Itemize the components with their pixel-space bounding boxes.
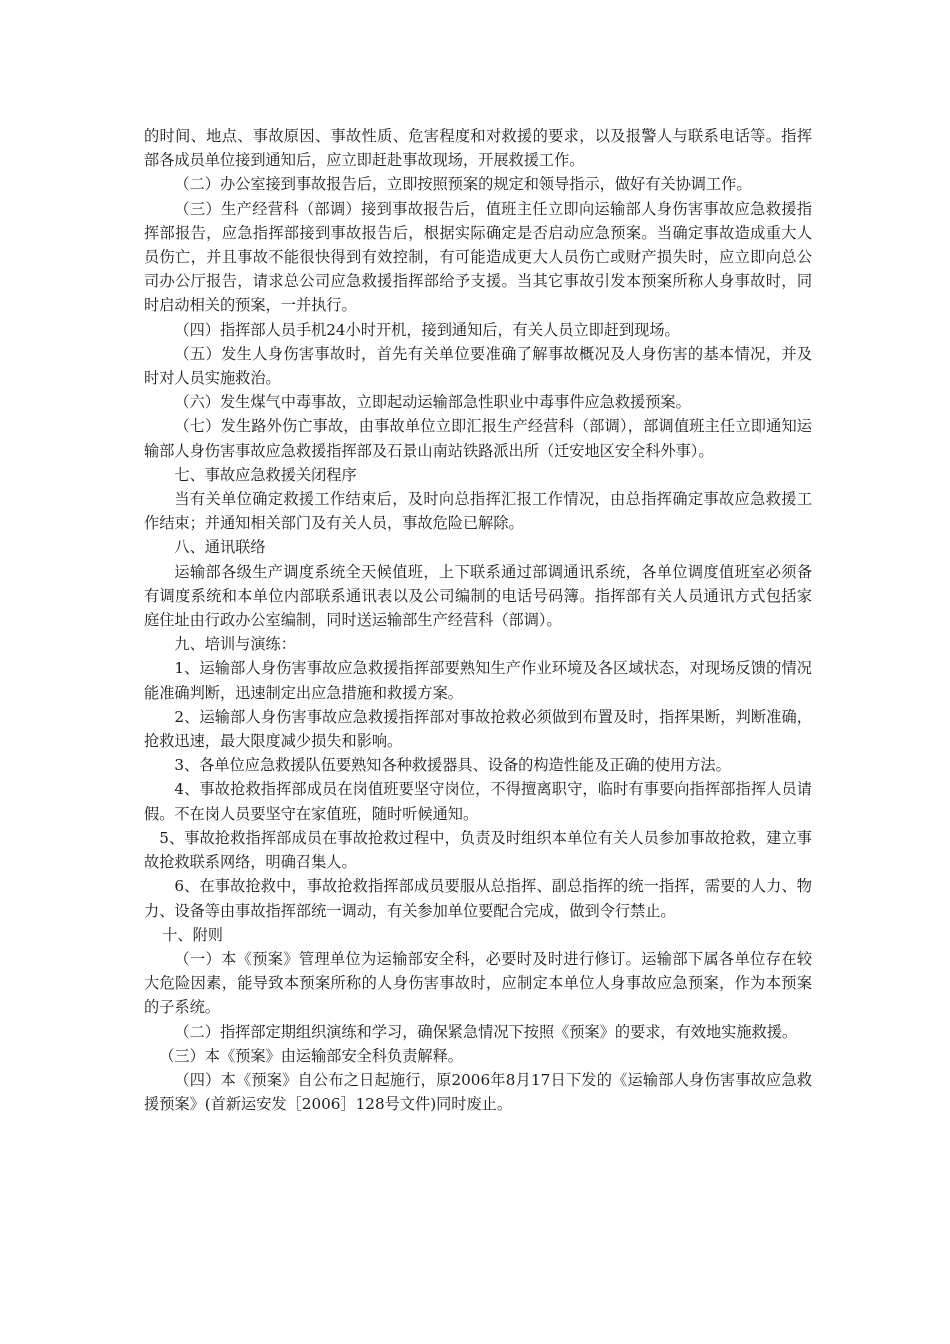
paragraph-7: （七）发生路外伤亡事故，由事故单位立即汇报生产经营科（部调），部调值班主任立即通知运输部人身伤害事故应急救援指挥部及石景山南站铁路派出所（迁安地区安全科外事）。	[144, 417, 812, 460]
paragraph-1: 的时间、地点、事故原因、事故性质、危害程度和对救援的要求，以及报警人与联系电话等。指挥部各成员单位接到通知后，应立即赶赴事故现场，开展救援工作。	[144, 127, 812, 170]
paragraph-20: （一）本《预案》管理单位为运输部安全科，必要时及时进行修订。运输部下属各单位存在较大危险因素，能导致本预案所称的人身伤害事故时，应制定本单位人身事故应急预案，作为本预案的子系统。	[144, 949, 812, 1017]
paragraph-23: （四）本《预案》自公布之日起施行，原2006年8月17日下发的《运输部人身伤害事故应急救援预案》(首新运安发［2006］128号文件)同时废止。	[144, 1070, 812, 1114]
list-item-5: 5、事故抢救指挥部成员在事故抢救过程中，负责及时组织本单位有关人员参加事故抢救，建立事故抢救联系网络，明确召集人。	[144, 828, 812, 872]
section-heading-10: 十、附则	[162, 925, 223, 944]
section-heading-9: 九、培训与演练：	[174, 635, 296, 654]
list-item-4: 4、事故抢救指挥部成员在岗值班要坚守岗位，不得擅离职守，临时有事要向指挥部指挥人员请假。不在岗人员要坚守在家值班，随时听候通知。	[144, 780, 812, 823]
paragraph-11: 运输部各级生产调度系统全天候值班，上下联系通过部调通讯系统，各单位调度值班室必须备有调度系统和本单位内部联系通讯表以及公司编制的电话号码簿。指挥部有关人员通讯方式包括家庭住址由行政办公室编制，同时送运输部生产经营科（部调）。	[144, 562, 812, 630]
paragraph-21: （二）指挥部定期组织演练和学习，确保紧急情况下按照《预案》的要求，有效地实施救援。	[174, 1022, 798, 1041]
paragraph-5: （五）发生人身伤害事故时，首先有关单位要准确了解事故概况及人身伤害的基本情况，并及时对人员实施救治。	[144, 344, 812, 388]
paragraph-2: （二）办公室接到事故报告后，立即按照预案的规定和领导指示，做好有关协调工作。	[174, 175, 752, 194]
section-heading-8: 八、通讯联络	[174, 538, 266, 557]
paragraph-9: 当有关单位确定救援工作结束后，及时向总指挥汇报工作情况，由总指挥确定事故应急救援工作结束；并通知相关部门及有关人员，事故危险已解除。	[144, 490, 812, 533]
list-item-3: 3、各单位应急救援队伍要熟知各种救援器具、设备的构造性能及正确的使用方法。	[174, 756, 731, 775]
paragraph-6: （六）发生煤气中毒事故，立即起动运输部急性职业中毒事件应急救援预案。	[174, 393, 691, 412]
list-item-2: 2、运输部人身伤害事故应急救援指挥部对事故抢救必须做到布置及时，指挥果断，判断准确，抢救迅速，最大限度减少损失和影响。	[144, 707, 812, 751]
list-item-6: 6、在事故抢救中，事故抢救指挥部成员要服从总指挥、副总指挥的统一指挥，需要的人力、物力、设备等由事故指挥部统一调动，有关参加单位要配合完成，做到令行禁止。	[144, 877, 812, 920]
list-item-1: 1、运输部人身伤害事故应急救援指挥部要熟知生产作业环境及各区域状态，对现场反馈的情况能准确判断，迅速制定出应急措施和救援方案。	[144, 659, 812, 702]
document-body	[144, 124, 812, 1116]
paragraph-4: （四）指挥部人员手机24小时开机，接到通知后，有关人员立即赶到现场。	[174, 320, 680, 339]
paragraph-22: （三）本《预案》由运输部安全科负责解释。	[159, 1046, 463, 1065]
section-heading-7: 七、事故应急救援关闭程序	[174, 465, 357, 484]
paragraph-3: （三）生产经营科（部调）接到事故报告后，值班主任立即向运输部人身伤害事故应急救援指挥部报告，应急指挥部接到事故报告后，根据实际确定是否启动应急预案。当确定事故造成重大人员伤亡，并且事故不能很快得到有效控制，有可能造成更大人员伤亡或财产损失时，应立即向总公司办公厅报告，请求总公司应急救援指挥部给予支援。当其它事故引发本预案所称人身事故时，同时启动相关的预案，一并执行。	[144, 199, 812, 315]
